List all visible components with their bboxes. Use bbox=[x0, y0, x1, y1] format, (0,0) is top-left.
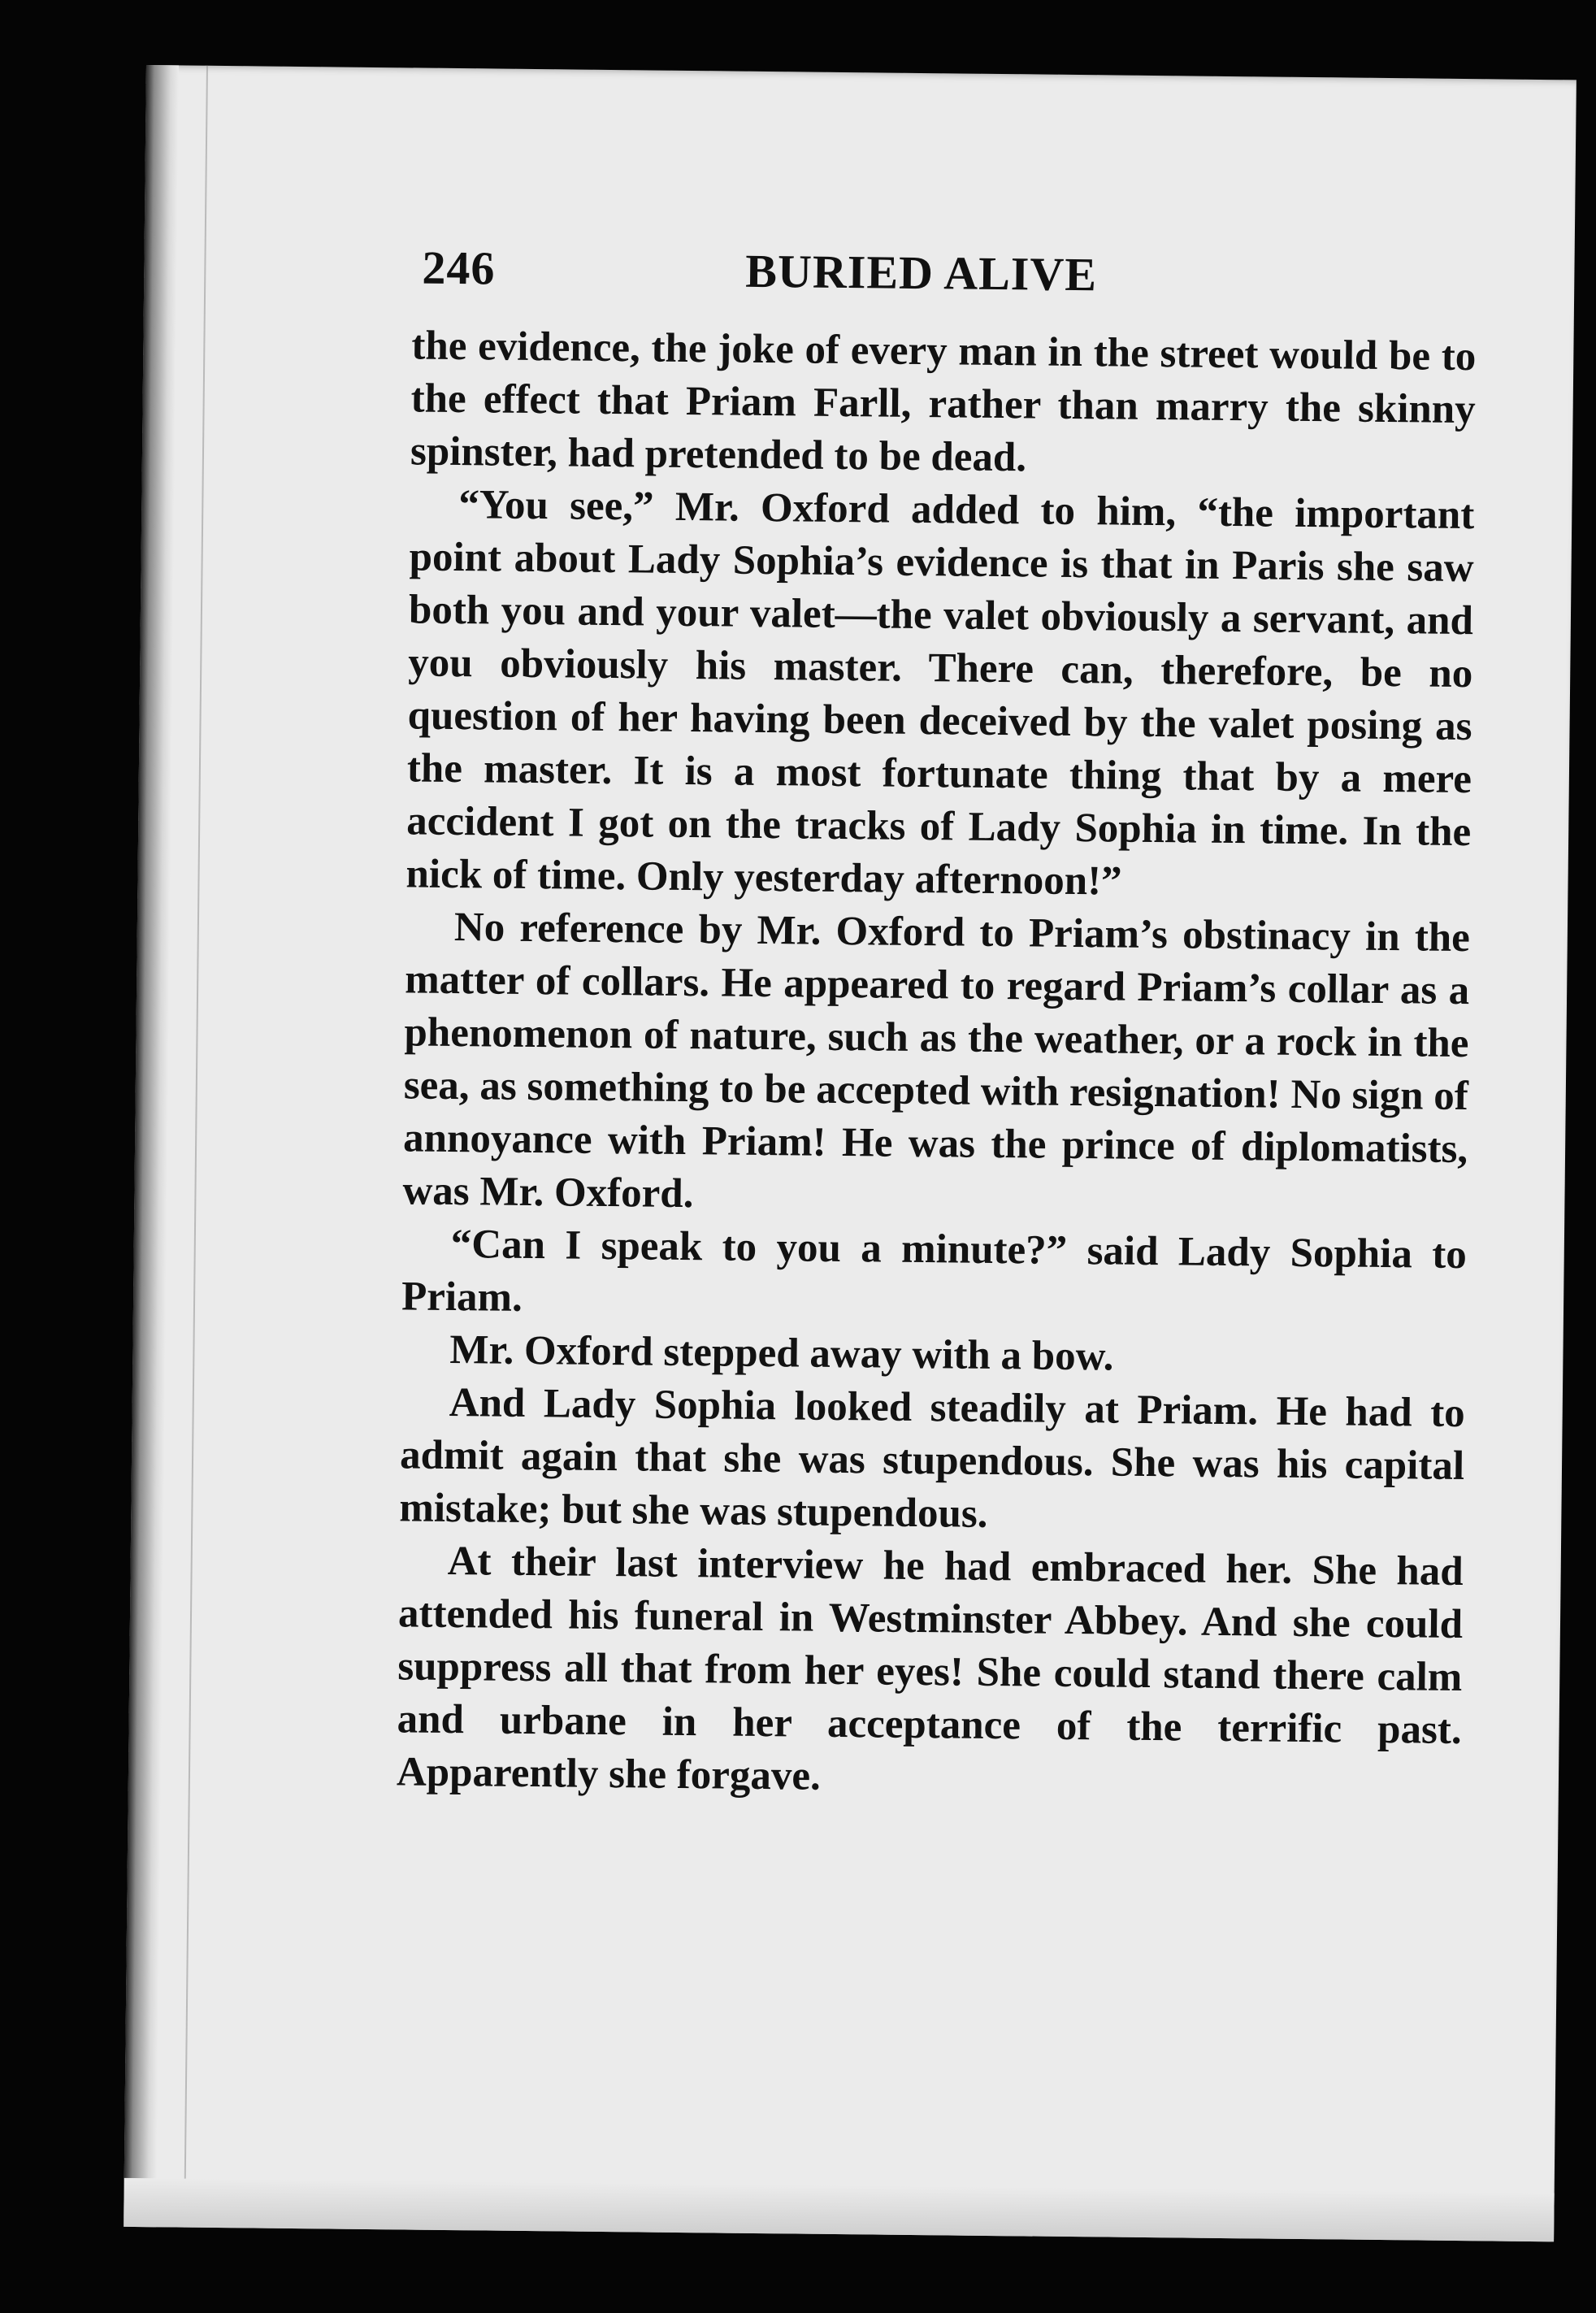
page-number: 246 bbox=[422, 241, 496, 295]
paragraph: “You see,” Mr. Oxford added to him, “the important point about Lady Sophia’s evidence is that in Paris she saw both you and your valet—the valet obviously a servant, and you obviously his master. There can, therefore, be no question of her having been deceived by the valet posing as the master. It is a most fortunate thing that by a mere accident I got on the tracks of Lady Sophia in time. In the nick of time. Only yesterday afternoon!” bbox=[406, 482, 1475, 905]
paragraph: And Lady Sophia looked steadily at Priam. He had to admit again that she was stupendous. She was his capital mistake; but she was stupendous. bbox=[399, 1379, 1466, 1537]
paragraph: Mr. Oxford stepped away with a bow. bbox=[449, 1326, 1114, 1380]
paragraph: No reference by Mr. Oxford to Priam’s obstinacy in the matter of collars. He appeared to regard Priam’s collar as a phenomenon of nature, such as the weather, or a rock in the sea, as something to be accepted with resignation! No sign of annoyance with Priam! He was the prince of diplomatists, was Mr. Oxford. bbox=[402, 905, 1471, 1217]
paragraph: “Can I speak to you a minute?” said Lady Sophia to Priam. bbox=[401, 1222, 1468, 1321]
body-text bbox=[397, 319, 1477, 1810]
book-page bbox=[124, 65, 1576, 2241]
running-head: BURIED ALIVE bbox=[745, 244, 1098, 302]
page-bottom-shadow bbox=[124, 2178, 1555, 2241]
page-gutter-shadow bbox=[124, 65, 179, 2227]
paragraph: At their last interview he had embraced her. She had attended his funeral in Westminster Abbey. And she could suppress all that from her eyes! She could stand there calm and urbane in her acceptance of the terrific past. Apparently she forgave. bbox=[396, 1538, 1464, 1799]
paragraph: the evidence, the joke of every man in the street would be to the effect that Priam Farll, rather than marry the skinny spinster, had pretended to be dead. bbox=[410, 323, 1477, 481]
page-header bbox=[422, 241, 1479, 333]
page-fold-line bbox=[184, 66, 208, 2228]
